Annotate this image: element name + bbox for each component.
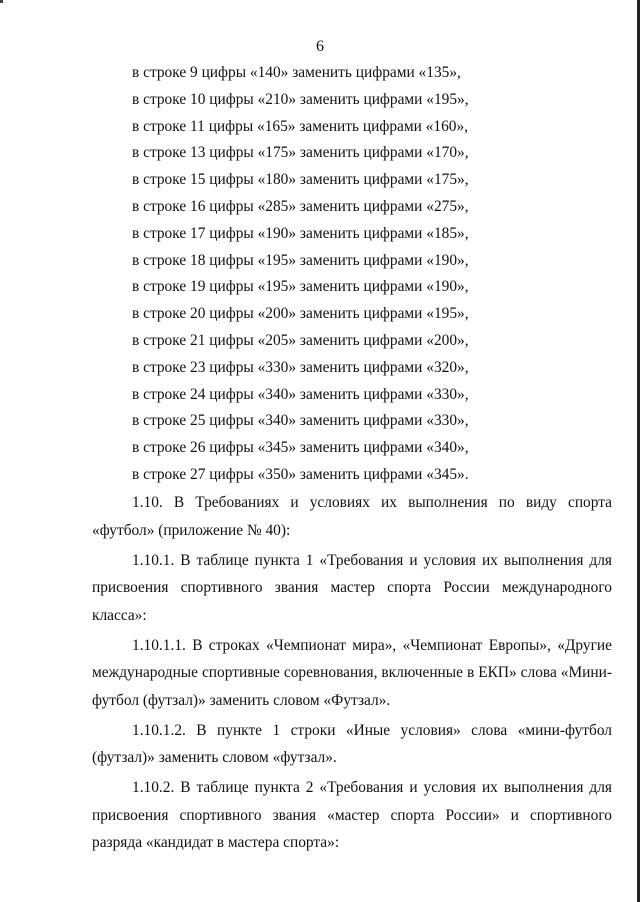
replacement-line: в строке 25 цифры «340» заменить цифрами «330»,	[132, 412, 469, 430]
replacement-line: в строке 24 цифры «340» заменить цифрами «330»,	[132, 385, 469, 403]
replacement-line: в строке 27 цифры «350» заменить цифрами «345».	[132, 465, 469, 483]
document-body	[92, 489, 612, 859]
replacement-line: в строке 20 цифры «200» заменить цифрами «195»,	[132, 305, 469, 323]
paragraph-1-10-1: 1.10.1. В таблице пункта 1 «Требования и условия их выполнения для присвоения спортивного звания мастер спорта России международного класса»:	[92, 551, 612, 624]
replacement-line: в строке 26 цифры «345» заменить цифрами «340»,	[132, 439, 469, 457]
replacement-line: в строке 15 цифры «180» заменить цифрами «175»,	[132, 171, 469, 189]
replacement-line: в строке 17 цифры «190» заменить цифрами «185»,	[132, 224, 469, 242]
replacement-line: в строке 11 цифры «165» заменить цифрами «160»,	[132, 117, 469, 135]
replacement-list	[132, 60, 469, 489]
paragraph-1-10-2: 1.10.2. В таблице пункта 2 «Требования и условия их выполнения для присвоения спортивного звания «мастер спорта России» и спортивного разряда «кандидат в мастера спорта»:	[92, 779, 612, 851]
paragraph-1-10-1-1: 1.10.1.1. В строках «Чемпионат мира», «Чемпионат Европы», «Другие международные спортивные соревнования, включенные в ЕКП» слова «Мини-футбол (футзал)» заменить словом «Футзал».	[92, 636, 612, 709]
replacement-line: в строке 18 цифры «195» заменить цифрами «190»,	[132, 251, 469, 269]
scan-artifact	[0, 0, 3, 3]
replacement-line: в строке 13 цифры «175» заменить цифрами «170»,	[132, 144, 469, 162]
paragraph-1-10: 1.10. В Требованиях и условиях их выполнения по виду спорта «футбол» (приложение № 40):	[92, 494, 612, 539]
replacement-line: в строке 16 цифры «285» заменить цифрами «275»,	[132, 197, 469, 215]
paragraph-1-10-1-2: 1.10.1.2. В пункте 1 строки «Иные условия» слова «мини-футбол (футзал)» заменить словом «футзал».	[92, 721, 612, 766]
replacement-line: в строке 23 цифры «330» заменить цифрами «320»,	[132, 358, 469, 376]
replacement-line: в строке 19 цифры «195» заменить цифрами «190»,	[132, 278, 469, 296]
page-number: 6	[316, 38, 324, 55]
replacement-line: в строке 10 цифры «210» заменить цифрами «195»,	[132, 90, 469, 108]
replacement-line: в строке 21 цифры «205» заменить цифрами «200»,	[132, 331, 469, 349]
replacement-line: в строке 9 цифры «140» заменить цифрами «135»,	[132, 64, 461, 81]
